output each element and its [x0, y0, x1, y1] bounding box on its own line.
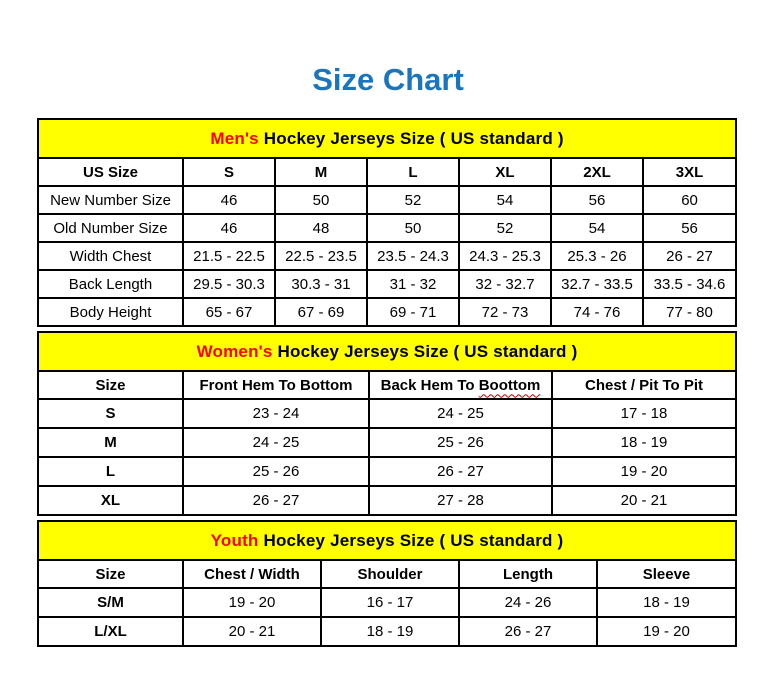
youth-section-header — [38, 521, 736, 560]
womens-col-front-hem: Front Hem To Bottom — [183, 371, 369, 399]
table-row — [38, 399, 736, 428]
cell: 31 - 32 — [367, 270, 459, 298]
cell: 56 — [643, 214, 736, 242]
row-label: L/XL — [38, 617, 183, 646]
row-label: Body Height — [38, 298, 183, 326]
row-label: Old Number Size — [38, 214, 183, 242]
cell: 18 - 19 — [321, 617, 459, 646]
cell: 29.5 - 30.3 — [183, 270, 275, 298]
table-row — [38, 428, 736, 457]
cell: 54 — [459, 186, 551, 214]
row-label: New Number Size — [38, 186, 183, 214]
table-row — [38, 486, 736, 515]
cell: 18 - 19 — [597, 588, 736, 617]
mens-col-xl: XL — [459, 158, 551, 186]
table-row — [38, 298, 736, 326]
row-label: Width Chest — [38, 242, 183, 270]
table-row — [38, 214, 736, 242]
cell: 24 - 25 — [369, 399, 552, 428]
womens-column-header-row — [38, 371, 736, 399]
cell: 24 - 25 — [183, 428, 369, 457]
cell: 52 — [459, 214, 551, 242]
row-label: M — [38, 428, 183, 457]
cell: 69 - 71 — [367, 298, 459, 326]
cell: 18 - 19 — [552, 428, 736, 457]
youth-col-sleeve: Sleeve — [597, 560, 736, 588]
cell: 25 - 26 — [183, 457, 369, 486]
table-row — [38, 457, 736, 486]
cell: 56 — [551, 186, 643, 214]
youth-col-shoulder: Shoulder — [321, 560, 459, 588]
cell: 46 — [183, 214, 275, 242]
table-row — [38, 270, 736, 298]
cell: 26 - 27 — [643, 242, 736, 270]
cell: 65 - 67 — [183, 298, 275, 326]
cell: 46 — [183, 186, 275, 214]
cell: 67 - 69 — [275, 298, 367, 326]
mens-col-2xl: 2XL — [551, 158, 643, 186]
row-label: L — [38, 457, 183, 486]
row-label: S — [38, 399, 183, 428]
cell: 23 - 24 — [183, 399, 369, 428]
mens-col-l: L — [367, 158, 459, 186]
cell: 24.3 - 25.3 — [459, 242, 551, 270]
youth-section-title — [38, 521, 736, 560]
cell: 27 - 28 — [369, 486, 552, 515]
cell: 52 — [367, 186, 459, 214]
mens-col-m: M — [275, 158, 367, 186]
mens-col-s: S — [183, 158, 275, 186]
youth-col-chest: Chest / Width — [183, 560, 321, 588]
cell: 32 - 32.7 — [459, 270, 551, 298]
mens-section-title — [38, 119, 736, 158]
cell: 20 - 21 — [552, 486, 736, 515]
womens-size-table — [37, 331, 737, 516]
mens-column-header-row — [38, 158, 736, 186]
cell: 50 — [367, 214, 459, 242]
cell: 26 - 27 — [183, 486, 369, 515]
youth-column-header-row — [38, 560, 736, 588]
mens-col-us-size: US Size — [38, 158, 183, 186]
mens-section-accent: Men's — [210, 128, 259, 148]
table-row — [38, 588, 736, 617]
cell: 22.5 - 23.5 — [275, 242, 367, 270]
mens-section-header — [38, 119, 736, 158]
cell: 77 - 80 — [643, 298, 736, 326]
cell: 74 - 76 — [551, 298, 643, 326]
cell: 26 - 27 — [459, 617, 597, 646]
cell: 19 - 20 — [183, 588, 321, 617]
cell: 25.3 - 26 — [551, 242, 643, 270]
table-row — [38, 242, 736, 270]
cell: 30.3 - 31 — [275, 270, 367, 298]
womens-col-back-hem — [369, 371, 552, 399]
youth-col-size: Size — [38, 560, 183, 588]
youth-col-length: Length — [459, 560, 597, 588]
cell: 20 - 21 — [183, 617, 321, 646]
cell: 33.5 - 34.6 — [643, 270, 736, 298]
cell: 19 - 20 — [552, 457, 736, 486]
cell: 32.7 - 33.5 — [551, 270, 643, 298]
womens-section-rest: Hockey Jerseys Size ( US standard ) — [277, 341, 578, 361]
youth-size-table — [37, 520, 737, 647]
mens-col-3xl: 3XL — [643, 158, 736, 186]
cell: 21.5 - 22.5 — [183, 242, 275, 270]
womens-col-chest: Chest / Pit To Pit — [552, 371, 736, 399]
youth-section-accent: Youth — [210, 530, 259, 550]
cell: 50 — [275, 186, 367, 214]
womens-section-accent: Women's — [196, 341, 273, 361]
womens-col-size: Size — [38, 371, 183, 399]
cell: 16 - 17 — [321, 588, 459, 617]
cell: 23.5 - 24.3 — [367, 242, 459, 270]
cell: 25 - 26 — [369, 428, 552, 457]
cell: 19 - 20 — [597, 617, 736, 646]
page-title: Size Chart — [312, 62, 464, 97]
cell: 72 - 73 — [459, 298, 551, 326]
back-hem-prefix: Back Hem To — [380, 376, 479, 394]
row-label: Back Length — [38, 270, 183, 298]
size-chart-tables — [37, 118, 735, 647]
womens-section-title — [38, 332, 736, 371]
mens-section-rest: Hockey Jerseys Size ( US standard ) — [263, 128, 564, 148]
table-row — [38, 617, 736, 646]
cell: 48 — [275, 214, 367, 242]
cell: 17 - 18 — [552, 399, 736, 428]
cell: 54 — [551, 214, 643, 242]
back-hem-misspelled-word: Boottom — [478, 376, 541, 394]
mens-size-table — [37, 118, 737, 327]
cell: 24 - 26 — [459, 588, 597, 617]
table-row — [38, 186, 736, 214]
womens-section-header — [38, 332, 736, 371]
row-label: XL — [38, 486, 183, 515]
youth-section-rest: Hockey Jerseys Size ( US standard ) — [263, 530, 564, 550]
row-label: S/M — [38, 588, 183, 617]
cell: 60 — [643, 186, 736, 214]
cell: 26 - 27 — [369, 457, 552, 486]
